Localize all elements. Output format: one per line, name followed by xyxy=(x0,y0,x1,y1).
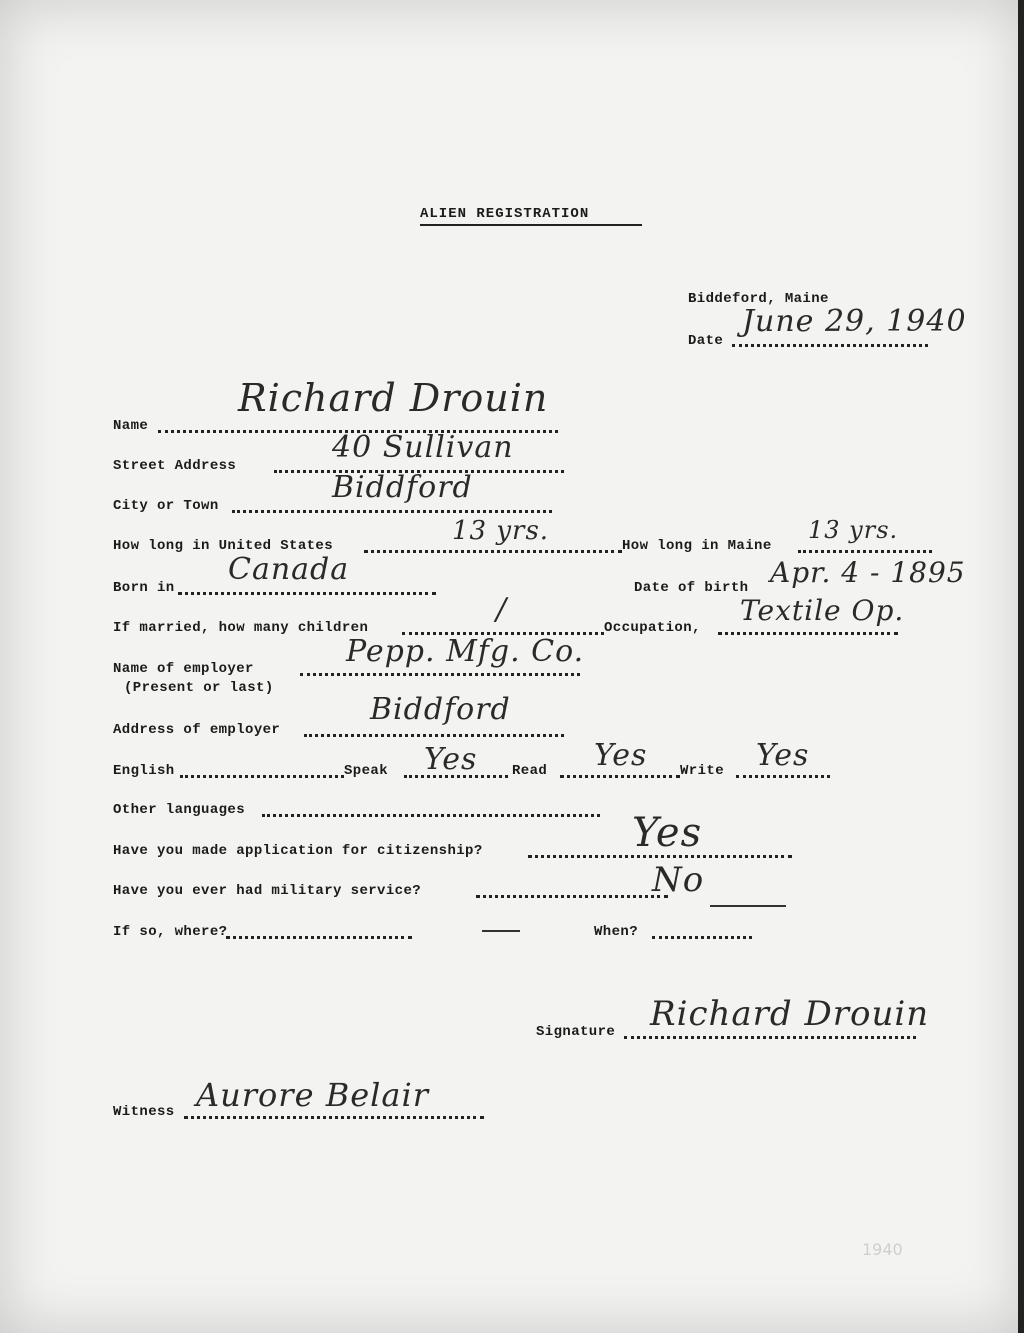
employer-address-value: Biddford xyxy=(370,692,511,727)
city-value: Biddford xyxy=(332,470,473,505)
read-label: Read xyxy=(512,763,548,779)
witness-line xyxy=(184,1116,484,1119)
where-dash xyxy=(482,930,520,932)
dob-label: Date of birth xyxy=(634,580,749,596)
children-value: / xyxy=(496,592,508,627)
city-label: City or Town xyxy=(113,498,219,514)
military-value: No xyxy=(652,860,705,900)
english-line xyxy=(180,775,344,778)
read-value: Yes xyxy=(594,738,648,773)
citizenship-label: Have you made application for citizenship? xyxy=(113,843,483,859)
maine-line xyxy=(798,550,932,553)
when-label: When? xyxy=(594,924,639,940)
employer-label: Name of employer xyxy=(113,661,254,677)
military-line xyxy=(476,895,668,898)
english-label: English xyxy=(113,763,175,779)
military-label: Have you ever had military service? xyxy=(113,883,422,899)
witness-value: Aurore Belair xyxy=(196,1076,429,1114)
other-languages-line xyxy=(262,814,600,817)
born-value: Canada xyxy=(228,552,350,587)
read-line xyxy=(560,775,680,778)
born-line xyxy=(178,592,436,595)
name-label: Name xyxy=(113,418,149,434)
us-value: 13 yrs. xyxy=(452,516,550,546)
born-label: Born in xyxy=(113,580,175,596)
employer-note: (Present or last) xyxy=(124,680,274,696)
military-dash xyxy=(710,905,786,907)
occupation-line xyxy=(718,632,898,635)
signature-label: Signature xyxy=(536,1024,616,1040)
scan-edge xyxy=(1018,0,1024,1333)
signature-value: Richard Drouin xyxy=(650,994,930,1034)
city-line xyxy=(232,510,552,513)
dob-value: Apr. 4 - 1895 xyxy=(770,556,966,589)
write-line xyxy=(736,775,830,778)
street-label: Street Address xyxy=(113,458,237,474)
write-label: Write xyxy=(680,763,725,779)
occupation-label: Occupation, xyxy=(604,620,701,636)
maine-value: 13 yrs. xyxy=(808,516,899,544)
children-label: If married, how many children xyxy=(113,620,369,636)
maine-label: How long in Maine xyxy=(622,538,772,554)
citizenship-value: Yes xyxy=(632,810,703,856)
when-line xyxy=(652,936,752,939)
date-line xyxy=(732,344,928,347)
speak-label: Speak xyxy=(344,763,389,779)
where-label: If so, where? xyxy=(113,924,228,940)
employer-address-line xyxy=(304,734,564,737)
employer-line xyxy=(300,673,580,676)
date-value: June 29, 1940 xyxy=(742,304,967,339)
employer-value: Pepp. Mfg. Co. xyxy=(346,634,585,669)
date-label: Date xyxy=(688,333,724,349)
signature-line xyxy=(624,1036,916,1039)
date-stamp: 1940 xyxy=(862,1240,903,1259)
other-languages-label: Other languages xyxy=(113,802,246,818)
street-value: 40 Sullivan xyxy=(332,430,514,465)
employer-address-label: Address of employer xyxy=(113,722,281,738)
where-line xyxy=(226,936,412,939)
us-label: How long in United States xyxy=(113,538,334,554)
witness-label: Witness xyxy=(113,1104,175,1120)
name-value: Richard Drouin xyxy=(238,376,549,420)
form-title: ALIEN REGISTRATION xyxy=(420,206,590,222)
write-value: Yes xyxy=(756,738,810,773)
occupation-value: Textile Op. xyxy=(740,594,905,627)
place-label: Biddeford, Maine xyxy=(688,291,829,307)
us-line xyxy=(364,550,622,553)
title-underline xyxy=(420,224,642,226)
speak-value: Yes xyxy=(424,742,478,777)
